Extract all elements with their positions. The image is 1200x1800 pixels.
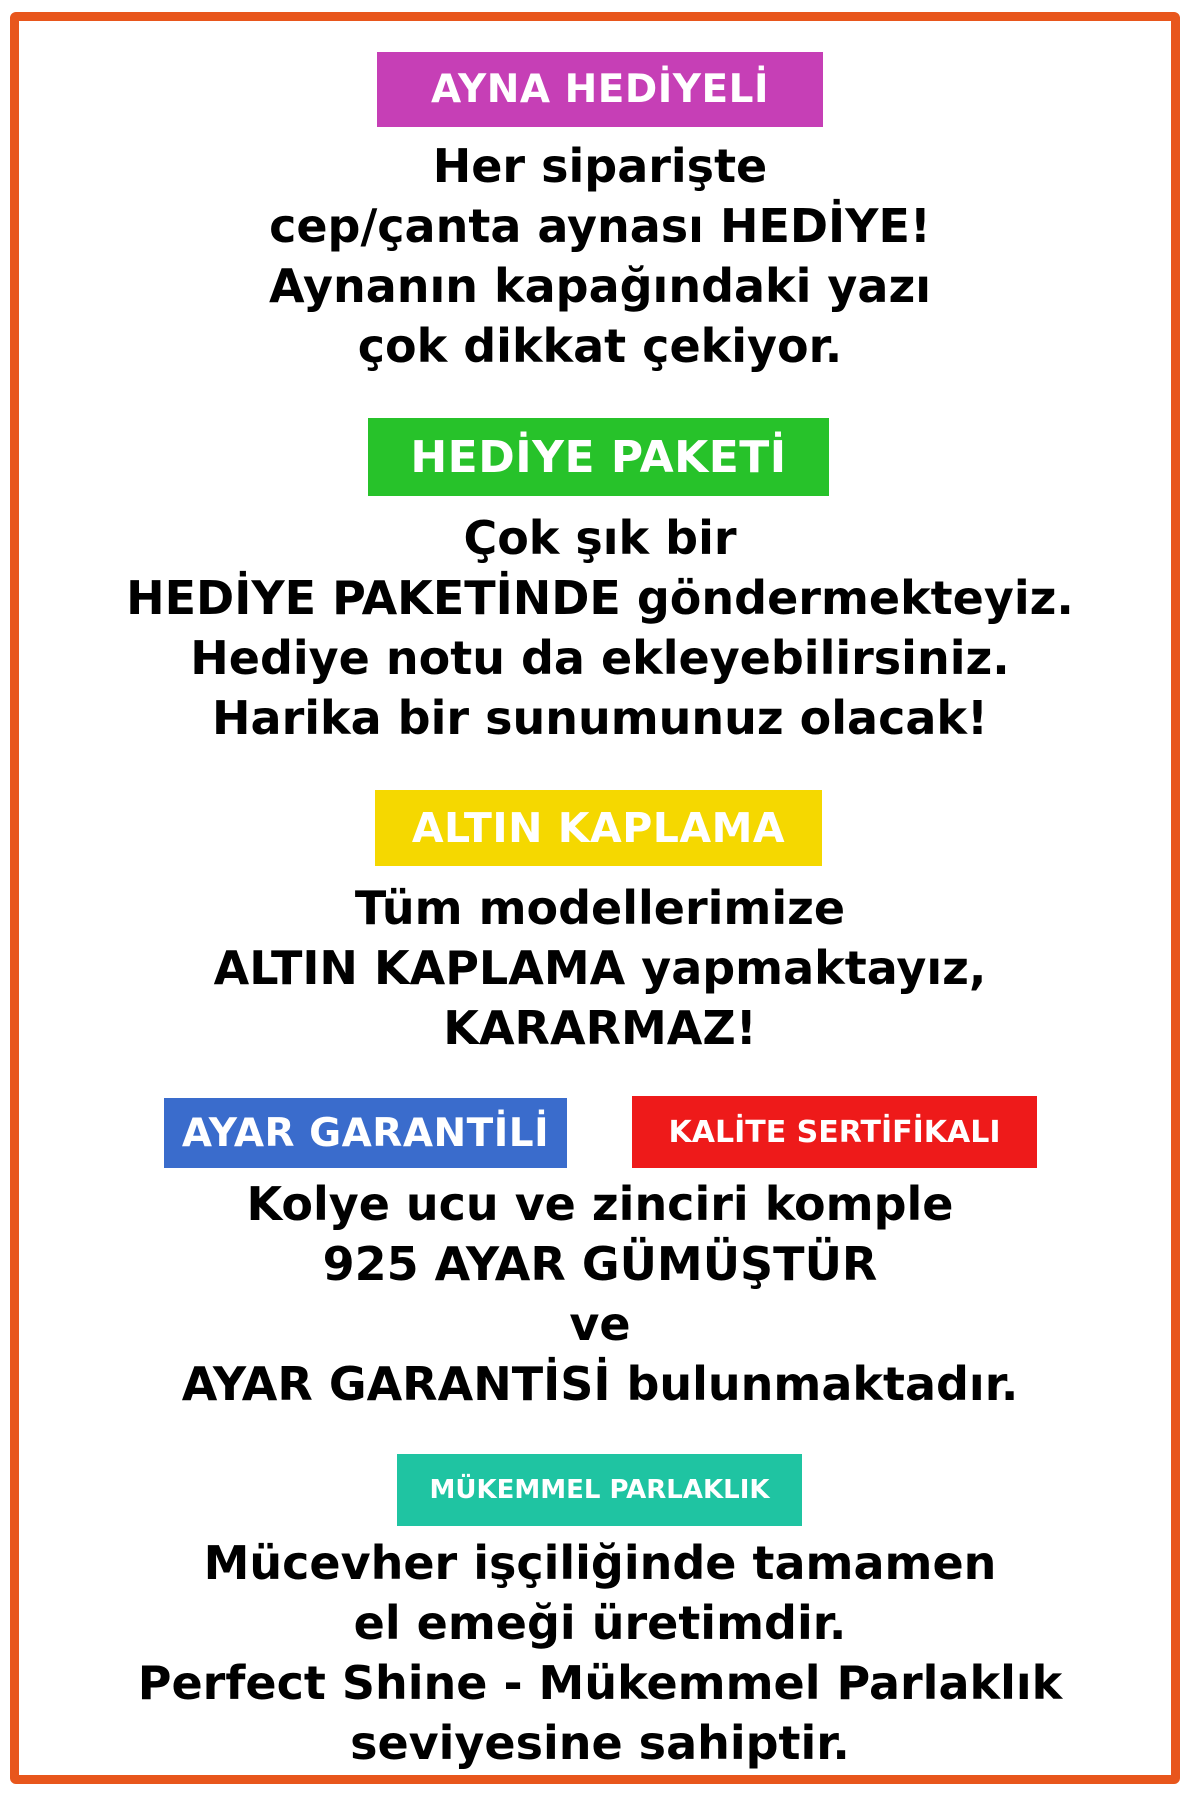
quality-certificate-badge: KALİTE SERTİFİKALI <box>632 1096 1037 1168</box>
carat-guarantee-text <box>0 1174 1200 1414</box>
mirror-gift-text <box>0 136 1200 376</box>
carat-guarantee-badge: AYAR GARANTİLİ <box>164 1098 567 1168</box>
gift-package-line: Hediye notu da ekleyebilirsiniz. <box>190 631 1010 685</box>
gift-package-badge: HEDİYE PAKETİ <box>368 418 829 496</box>
mirror-gift-line: cep/çanta aynası HEDİYE! <box>269 199 931 253</box>
mirror-gift-line: Aynanın kapağındaki yazı <box>269 259 931 313</box>
gift-package-line: HEDİYE PAKETİNDE göndermekteyiz. <box>126 571 1074 625</box>
perfect-shine-text <box>0 1533 1200 1773</box>
carat-guarantee-line: Kolye ucu ve zinciri komple <box>246 1177 954 1231</box>
perfect-shine-line: Perfect Shine - Mükemmel Parlaklık <box>137 1656 1063 1710</box>
gold-plating-line: ALTIN KAPLAMA yapmaktayız, <box>213 941 987 995</box>
gold-plating-badge: ALTIN KAPLAMA <box>375 790 822 866</box>
perfect-shine-badge: MÜKEMMEL PARLAKLIK <box>397 1454 802 1526</box>
gold-plating-text <box>0 878 1200 1058</box>
gold-plating-line: KARARMAZ! <box>443 1001 757 1055</box>
gift-package-line: Harika bir sunumunuz olacak! <box>212 691 988 745</box>
mirror-gift-line: çok dikkat çekiyor. <box>357 319 843 373</box>
carat-guarantee-line: AYAR GARANTİSİ bulunmaktadır. <box>181 1357 1019 1411</box>
carat-guarantee-line: ve <box>569 1297 631 1351</box>
carat-guarantee-line: 925 AYAR GÜMÜŞTÜR <box>322 1237 878 1291</box>
mirror-gift-badge: AYNA HEDİYELİ <box>377 52 823 127</box>
gift-package-line: Çok şık bir <box>463 511 737 565</box>
mirror-gift-line: Her siparişte <box>432 139 768 193</box>
gold-plating-line: Tüm modellerimize <box>354 881 846 935</box>
perfect-shine-line: el emeği üretimdir. <box>353 1596 847 1650</box>
perfect-shine-line: Mücevher işçiliğinde tamamen <box>203 1536 997 1590</box>
gift-package-text <box>0 508 1200 748</box>
perfect-shine-line: seviyesine sahiptir. <box>350 1716 850 1770</box>
